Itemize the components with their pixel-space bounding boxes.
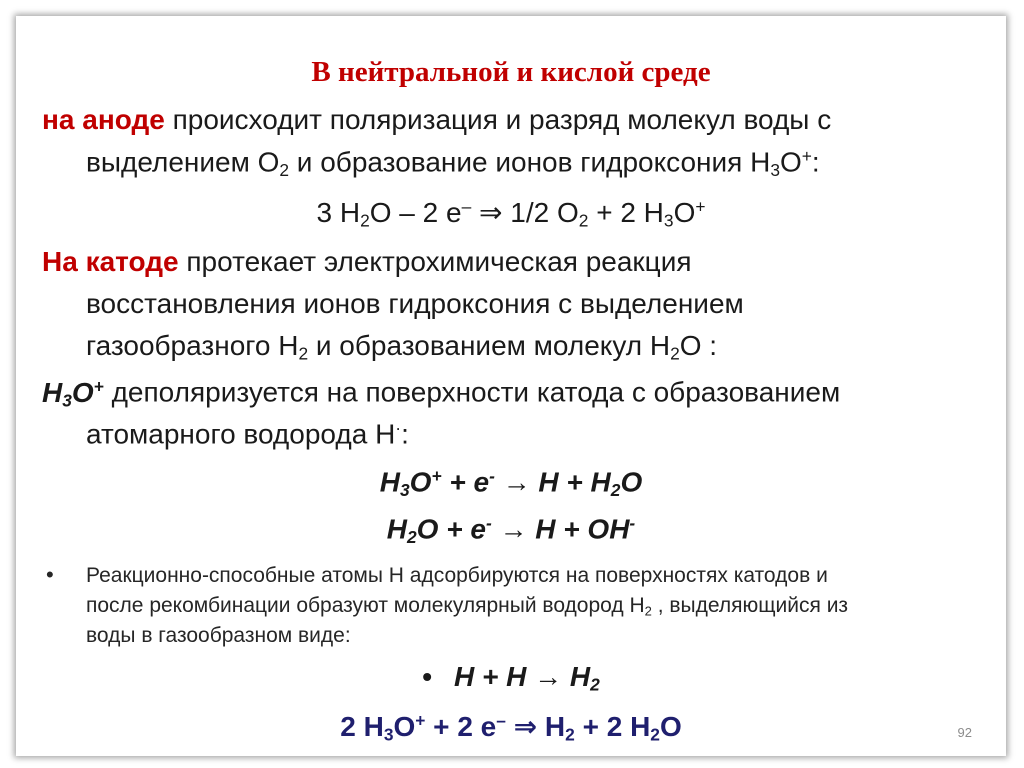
depolarization-line-1: $H_3O^+$ деполяризуется на поверхности катода с образованием [42,376,841,410]
anode-line-2: выделением $О_2$ и образование ионов гидроксония $Н_3О^+$: [86,146,820,180]
anode-label: на аноде [42,104,165,135]
bullet-line-3: воды в газообразном виде: [86,624,351,647]
cathode-line-1: На катоде протекает электрохимическая реакция [42,246,692,277]
anode-line-1: на аноде происходит поляризация и разряд молекул воды с [42,104,832,135]
summary-equation: 2 $Н_3О^+ + 2$ е– ⇒ $Н_2 + 2$ $Н_2О$ [340,710,682,745]
bullet-icon: • [422,661,432,692]
bullet-line-1: Реакционно-способные атомы Н адсорбируются на поверхностях катодов и [86,564,828,587]
anode-equation: 3 $Н_2О - 2$ е– ⇒ 1/2 $О_2 + 2$ $Н_3О^+$ [316,196,706,231]
cathode-label: На катоде [42,246,179,277]
depolarization-line-2: атомарного водорода Н·: [86,418,409,450]
recombination-equation: • $H + H \to H_2$ [422,661,600,695]
cathode-equation-2: $H_2O + e^- \to H + OH^-$ [386,513,636,547]
slide-title: В нейтральной и кислой среде [311,56,711,88]
page-number: 92 [957,725,972,740]
hydronium-formula: $H_3O^+$ [42,376,104,410]
slide [16,16,1006,756]
cathode-line-2: восстановления ионов гидроксония с выделением [86,288,744,319]
cathode-line-3: газообразного $Н_2$ и образованием молекул $Н_2О$ : [86,330,718,364]
cathode-equation-1: $H_3O^+ + e^- \to H + H_2O$ [379,466,643,500]
bullet-line-2: после рекомбинации образуют молекулярный водород $Н_2$ , выделяющийся из [86,594,849,619]
bullet-icon: • [46,562,54,587]
